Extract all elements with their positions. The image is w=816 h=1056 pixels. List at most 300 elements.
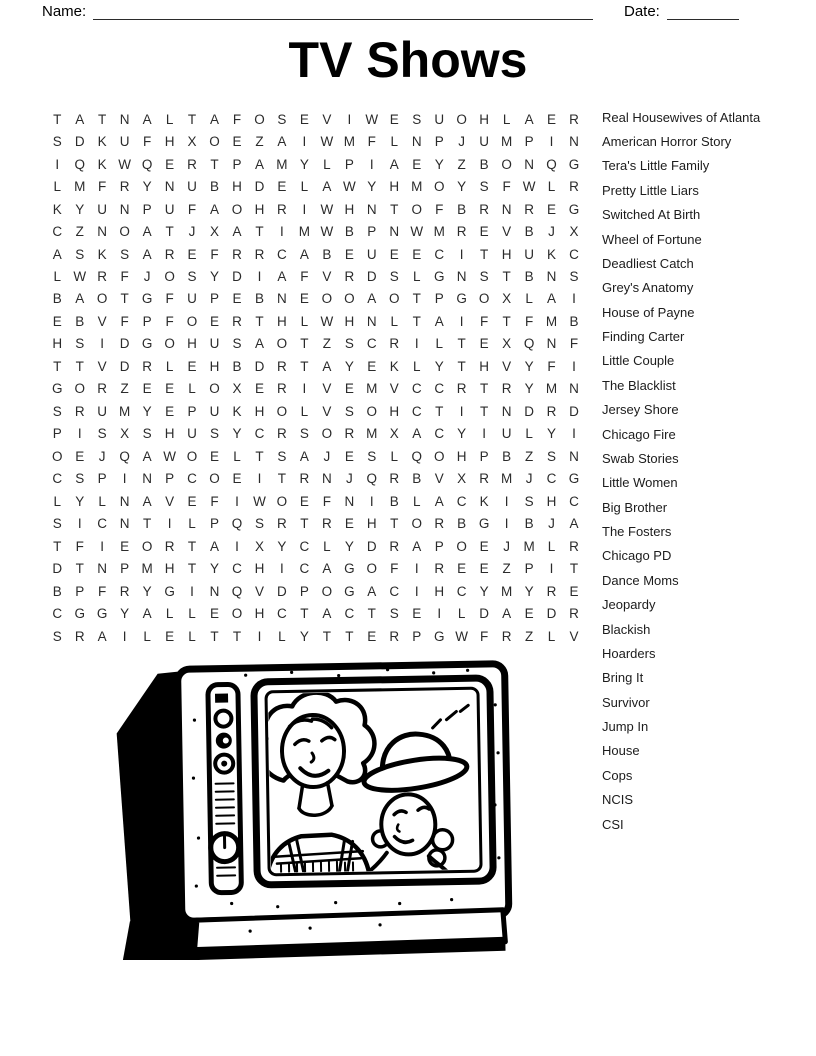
grid-cell-r21c22: P [524,561,534,577]
grid-cell-r9c13: O [321,291,333,307]
grid-cell-r1c22: A [524,111,534,127]
grid-cell-r13c4: Z [120,381,129,397]
grid-cell-r7c22: U [524,246,534,262]
grid-cell-r15c22: L [525,426,533,442]
grid-cell-r2c9: E [232,134,242,150]
grid-cell-r2c8: O [209,134,220,150]
grid-cell-r15c16: X [389,426,399,442]
grid-cell-r10c13: W [320,313,334,329]
grid-cell-r4c6: N [164,179,175,195]
word-list-item: Wheel of Fortune [602,231,702,247]
grid-cell-r6c18: M [433,224,445,240]
grid-cell-r12c7: E [187,358,197,374]
grid-cell-r9c21: X [502,291,512,307]
grid-cell-r19c9: Q [231,516,243,532]
word-list-item: American Horror Story [602,134,732,150]
grid-cell-r13c6: E [165,381,175,397]
grid-cell-r19c7: L [188,516,196,532]
grid-cell-r13c1: G [51,381,63,397]
grid-cell-r23c1: C [52,606,63,622]
grid-cell-r1c17: S [412,111,422,127]
grid-cell-r23c4: Y [120,606,130,622]
grid-cell-r4c20: S [479,179,489,195]
grid-cell-r9c23: A [547,291,557,307]
grid-cell-r9c1: B [52,291,62,307]
grid-cell-r14c5: Y [142,403,152,419]
grid-cell-r20c16: R [389,538,400,554]
grid-cell-r17c13: N [321,471,332,487]
grid-cell-r2c20: U [479,134,490,150]
grid-cell-r2c15: F [367,134,376,150]
grid-cell-r22c5: Y [142,583,152,599]
grid-cell-r11c8: U [209,336,220,352]
grid-cell-r18c13: F [322,493,331,509]
grid-cell-r16c14: E [344,448,354,464]
grid-cell-r22c6: G [164,583,175,599]
grid-cell-r15c23: Y [547,426,557,442]
grid-cell-r2c2: D [74,134,85,150]
grid-cell-r24c15: E [367,628,377,644]
grid-cell-r7c24: C [569,246,579,262]
grid-cell-r7c6: R [164,246,175,262]
grid-cell-r17c11: T [277,471,287,487]
grid-cell-r20c6: R [164,538,175,554]
grid-cell-r19c1: S [52,516,62,532]
grid-cell-r11c3: I [100,336,105,352]
grid-cell-r9c19: G [456,291,467,307]
grid-cell-r3c4: W [118,156,132,172]
grid-cell-r23c9: O [231,606,243,622]
date-blank-line [667,2,739,20]
grid-cell-r13c12: I [302,381,307,397]
grid-cell-r15c2: I [77,426,82,442]
girl-face [381,794,436,855]
grid-cell-r18c19: C [456,493,467,509]
grid-cell-r17c8: O [209,471,220,487]
grid-cell-r18c15: I [369,493,374,509]
grid-cell-r22c20: Y [479,583,489,599]
grid-cell-r1c8: A [210,111,220,127]
grid-cell-r22c13: O [321,583,333,599]
grid-cell-r6c9: A [232,224,242,240]
grid-cell-r16c2: E [75,448,85,464]
grid-cell-r19c20: G [478,516,490,532]
word-list-item: Bring It [602,670,644,686]
grid-cell-r15c9: Y [232,426,242,442]
grid-cell-r11c19: T [457,336,466,352]
grid-cell-r7c23: K [547,246,557,262]
grid-cell-r10c5: P [142,313,152,329]
grid-cell-r1c2: A [75,111,85,127]
grid-cell-r6c1: C [52,224,63,240]
grid-cell-r3c21: O [501,156,512,172]
grid-cell-r4c3: F [98,179,107,195]
grid-cell-r7c8: F [210,246,219,262]
grid-cell-r1c14: I [347,111,352,127]
grid-cell-r16c15: S [367,448,377,464]
grid-cell-r21c23: I [549,561,554,577]
grid-cell-r5c15: N [366,201,377,217]
grid-cell-r2c22: P [524,134,534,150]
grid-cell-r15c14: R [344,426,355,442]
grid-cell-r23c19: L [457,606,466,622]
grid-cell-r13c22: Y [524,381,534,397]
grid-cell-r13c3: R [97,381,108,397]
grid-cell-r8c5: J [143,269,151,285]
grid-cell-r6c8: X [210,224,220,240]
grid-cell-r3c14: P [344,156,354,172]
grid-cell-r16c13: J [323,448,331,464]
grid-cell-r19c3: C [97,516,108,532]
grid-cell-r20c21: J [503,538,510,554]
grid-cell-r22c24: E [569,583,579,599]
grid-cell-r2c10: Z [255,134,264,150]
grid-cell-r24c24: V [569,628,579,644]
grid-cell-r2c17: N [411,134,422,150]
grid-cell-r16c24: N [569,448,579,464]
grid-cell-r21c3: N [97,561,108,577]
grid-cell-r22c18: H [434,583,445,599]
grid-cell-r19c11: R [277,516,287,532]
grid-cell-r10c24: B [569,313,579,329]
grid-cell-r17c5: N [142,471,152,487]
grid-cell-r13c17: C [411,381,422,397]
grid-cell-r21c19: E [457,561,467,577]
grid-cell-r8c24: S [569,269,579,285]
grid-cell-r18c23: H [546,493,557,509]
grid-cell-r17c9: E [232,471,242,487]
grid-cell-r10c21: T [502,313,511,329]
grid-cell-r12c14: Y [344,358,354,374]
grid-cell-r6c15: P [367,224,377,240]
grid-cell-r9c6: F [165,291,174,307]
grid-cell-r17c3: P [97,471,107,487]
grid-cell-r6c6: T [165,224,174,240]
grid-cell-r5c12: I [302,201,307,217]
grid-cell-r5c17: O [411,201,422,217]
grid-cell-r5c2: Y [75,201,85,217]
grid-cell-r5c10: H [254,201,265,217]
grid-cell-r17c16: R [389,471,400,487]
grid-cell-r21c7: T [187,561,197,577]
grid-cell-r2c23: I [549,134,554,150]
grid-cell-r15c18: C [434,426,445,442]
grid-cell-r12c9: B [232,358,242,374]
grid-cell-r14c19: I [459,403,464,419]
grid-cell-r10c16: L [390,313,399,329]
grid-cell-r7c3: K [97,246,107,262]
grid-cell-r17c12: R [299,471,310,487]
grid-cell-r6c3: N [97,224,108,240]
grid-cell-r5c6: U [164,201,175,217]
grid-cell-r23c14: C [344,606,355,622]
grid-cell-r18c2: Y [75,493,85,509]
tv-control-strip [208,684,242,892]
grid-cell-r12c23: F [547,358,556,374]
grid-cell-r8c13: V [322,269,332,285]
grid-cell-r7c13: B [322,246,332,262]
grid-cell-r19c10: S [254,516,264,532]
word-list-item: CSI [602,816,624,832]
grid-cell-r20c9: I [235,538,239,554]
grid-cell-r4c11: E [277,179,287,195]
grid-cell-r22c7: I [190,583,194,599]
grid-cell-r11c2: S [75,336,85,352]
word-list-item: Little Couple [602,353,675,369]
grid-cell-r15c5: S [142,426,152,442]
grid-cell-r5c7: F [187,201,197,217]
grid-cell-r22c2: P [75,583,85,599]
grid-cell-r4c13: A [322,179,332,195]
word-list-item: The Blacklist [602,377,676,393]
grid-cell-r14c24: D [569,403,579,419]
grid-cell-r10c17: T [412,313,421,329]
grid-cell-r18c4: N [119,493,130,509]
grid-cell-r18c17: L [412,493,421,509]
grid-cell-r19c22: B [524,516,534,532]
grid-cell-r1c24: R [569,111,579,127]
grid-cell-r5c21: N [501,201,512,217]
word-list-item: Jeopardy [602,597,656,613]
grid-cell-r2c14: M [343,134,355,150]
word-list-item: Little Women [602,475,678,491]
grid-cell-r1c12: E [299,111,309,127]
grid-cell-r3c24: G [568,156,580,172]
tv-illustration [98,656,532,960]
grid-cell-r24c6: E [165,628,175,644]
grid-cell-r23c23: D [546,606,557,622]
grid-cell-r9c3: O [96,291,108,307]
grid-cell-r5c11: R [277,201,287,217]
grid-cell-r8c14: R [344,269,355,285]
grid-cell-r24c1: S [52,628,62,644]
name-field [42,2,593,20]
grid-cell-r10c7: O [186,313,198,329]
grid-cell-r4c8: B [210,179,220,195]
grid-cell-r11c11: O [276,336,288,352]
grid-cell-r17c1: C [52,471,63,487]
grid-cell-r6c11: I [280,224,284,240]
grid-cell-r3c1: I [55,156,60,172]
grid-cell-r18c24: C [569,493,579,509]
grid-cell-r10c20: F [480,313,489,329]
grid-cell-r8c2: W [73,269,87,285]
grid-cell-r12c11: R [277,358,287,374]
grid-cell-r14c15: O [366,403,378,419]
grid-cell-r22c21: M [500,583,513,599]
grid-cell-r9c10: B [254,291,264,307]
grid-cell-r23c16: S [389,606,399,622]
grid-cell-r8c12: F [300,269,309,285]
grid-cell-r23c8: E [210,606,220,622]
grid-cell-r24c9: T [232,628,242,644]
grid-cell-r6c19: R [456,224,467,240]
grid-cell-r5c9: O [231,201,243,217]
grid-cell-r1c20: H [479,111,490,127]
grid-cell-r17c2: S [75,471,85,487]
grid-cell-r16c5: A [142,448,152,464]
grid-cell-r5c3: U [97,201,108,217]
grid-cell-r14c17: C [411,403,422,419]
word-list-item: Finding Carter [602,329,685,345]
grid-cell-r11c17: I [414,336,419,352]
grid-cell-r24c11: L [278,628,286,644]
grid-cell-r3c23: Q [546,156,557,172]
grid-cell-r20c10: X [254,538,264,554]
word-list-item: Blackish [602,621,651,637]
word-list-item: Pretty Little Liars [602,182,699,198]
word-list-item: Hoarders [602,645,656,661]
grid-cell-r3c19: Z [457,156,466,172]
grid-cell-r24c21: R [501,628,512,644]
grid-cell-r13c21: R [501,381,512,397]
grid-cell-r22c16: C [389,583,400,599]
grid-cell-r13c24: N [569,381,579,397]
grid-cell-r11c10: A [254,336,264,352]
grid-cell-r8c19: N [456,269,467,285]
grid-cell-r14c11: O [276,403,288,419]
grid-cell-r20c24: R [569,538,579,554]
grid-cell-r16c7: O [186,448,198,464]
grid-cell-r22c17: I [414,583,419,599]
grid-cell-r24c8: T [210,628,219,644]
grid-cell-r11c5: G [141,336,153,352]
grid-cell-r4c12: L [300,179,309,195]
grid-cell-r2c16: L [390,134,399,150]
grid-cell-r20c23: L [547,538,556,554]
grid-cell-r12c3: V [97,358,107,374]
grid-cell-r18c10: W [253,493,266,509]
grid-cell-r8c18: G [433,269,445,285]
grid-cell-r18c18: A [434,493,444,509]
grid-cell-r22c15: A [367,583,377,599]
grid-cell-r2c11: A [277,134,287,150]
grid-cell-r11c1: H [52,336,63,352]
grid-cell-r9c12: E [299,291,309,307]
grid-cell-r8c21: T [502,269,511,285]
grid-cell-r11c13: Z [322,336,331,352]
word-list-item: Real Housewives of Atlanta [602,109,761,125]
grid-cell-r20c15: D [366,538,377,554]
grid-cell-r16c18: O [433,448,445,464]
word-list-item: The Fosters [602,524,672,540]
word-list-item: Survivor [602,694,650,710]
grid-cell-r22c8: N [209,583,220,599]
grid-cell-r7c1: A [52,246,62,262]
grid-cell-r15c10: C [254,426,265,442]
grid-cell-r22c10: V [254,583,264,599]
grid-cell-r22c9: Q [231,583,243,599]
grid-cell-r14c3: U [97,403,108,419]
grid-cell-r14c1: S [52,403,62,419]
grid-cell-r19c2: I [77,516,82,532]
grid-cell-r4c10: D [254,179,265,195]
grid-cell-r11c23: N [546,336,557,352]
grid-cell-r23c2: G [74,606,85,622]
grid-cell-r8c3: R [97,269,108,285]
grid-cell-r16c19: H [456,448,467,464]
grid-cell-r5c8: A [210,201,220,217]
grid-cell-r8c10: I [257,269,262,285]
grid-cell-r5c13: W [320,201,334,217]
grid-cell-r6c22: B [524,224,534,240]
grid-cell-r1c11: S [277,111,287,127]
grid-cell-r17c23: C [546,471,557,487]
grid-cell-r1c6: L [165,111,174,127]
grid-cell-r13c16: V [389,381,399,397]
grid-cell-r18c6: V [165,493,175,509]
word-list-item: Jump In [602,719,649,735]
grid-cell-r1c21: L [502,111,511,127]
grid-cell-r1c13: V [322,111,332,127]
grid-cell-r22c3: F [98,583,107,599]
grid-cell-r15c1: P [52,426,62,442]
grid-cell-r15c7: U [187,426,197,442]
grid-cell-r13c20: T [480,381,489,397]
grid-cell-r3c10: A [254,156,264,172]
grid-cell-r13c23: M [545,381,558,397]
grid-cell-r4c24: R [569,179,579,195]
grid-cell-r15c15: M [366,426,378,442]
grid-cell-r11c6: O [164,336,175,352]
grid-cell-r9c2: A [75,291,85,307]
grid-cell-r20c7: T [187,538,197,554]
grid-cell-r15c8: S [210,426,220,442]
grid-cell-r12c18: Y [434,358,444,374]
grid-cell-r4c16: H [389,179,400,195]
grid-cell-r17c6: P [165,471,175,487]
grid-cell-r10c14: H [344,313,355,329]
grid-cell-r18c8: F [210,493,219,509]
grid-cell-r21c11: I [280,561,284,577]
grid-cell-r3c5: Q [141,156,153,172]
grid-cell-r20c20: E [479,538,489,554]
grid-cell-r23c13: A [322,606,332,622]
grid-cell-r8c16: S [389,269,399,285]
grid-cell-r2c4: U [119,134,130,150]
grid-cell-r4c1: L [53,179,61,195]
name-label: Name: [42,3,87,20]
grid-cell-r7c11: C [277,246,287,262]
grid-cell-r3c7: R [187,156,197,172]
grid-cell-r12c22: Y [524,358,534,374]
grid-cell-r5c23: E [547,201,557,217]
grid-cell-r8c9: D [232,269,242,285]
grid-cell-r8c7: S [187,269,197,285]
grid-cell-r21c1: D [52,561,63,577]
grid-cell-r12c12: T [300,358,309,374]
grid-cell-r16c12: A [299,448,309,464]
grid-cell-r6c23: J [548,224,555,240]
grid-cell-r23c15: T [367,606,376,622]
grid-cell-r7c12: A [299,246,309,262]
grid-cell-r21c6: H [164,561,175,577]
grid-cell-r7c15: U [366,246,377,262]
grid-cell-r21c2: T [75,561,84,577]
grid-cell-r15c21: U [501,426,512,442]
grid-cell-r14c20: T [480,403,489,419]
grid-cell-r4c19: Y [457,179,467,195]
grid-cell-r20c14: Y [344,538,354,554]
grid-cell-r7c5: A [142,246,152,262]
grid-cell-r11c7: H [187,336,197,352]
grid-cell-r12c15: E [367,358,377,374]
grid-cell-r4c2: M [74,179,86,195]
grid-cell-r14c22: D [524,403,534,419]
grid-cell-r10c4: F [120,313,129,329]
grid-cell-r24c7: L [188,628,196,644]
name-blank-line [93,2,593,20]
